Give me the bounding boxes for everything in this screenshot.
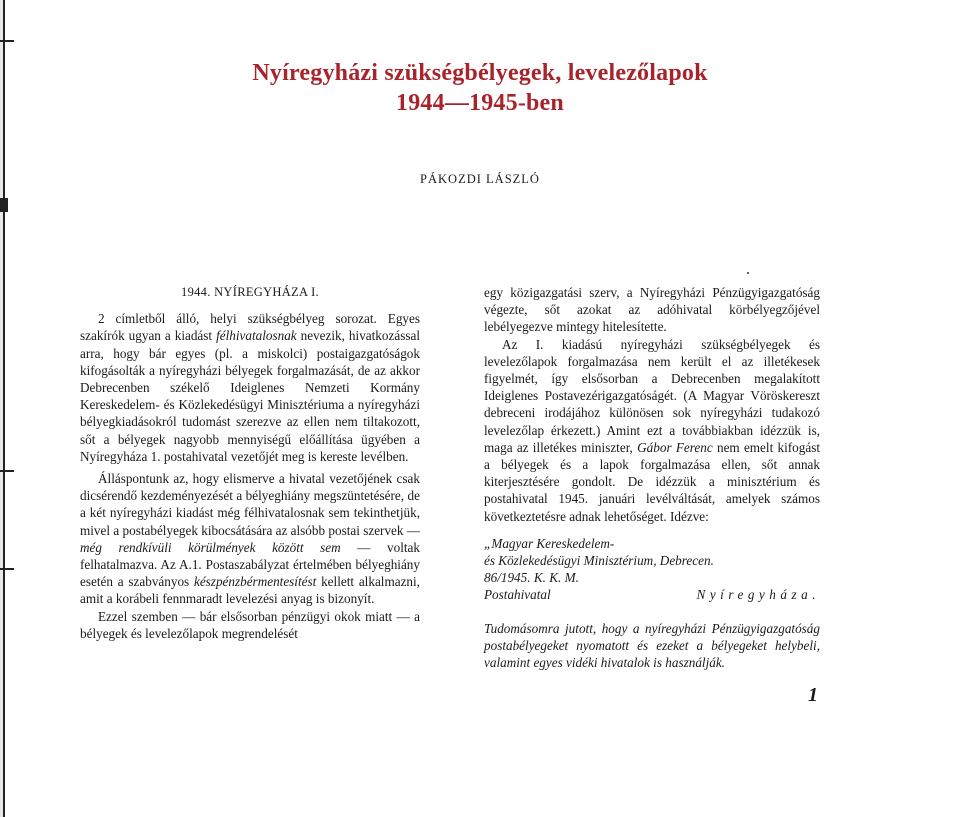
page-number: 1: [808, 684, 818, 706]
scan-edge-mark: [0, 40, 14, 42]
right-column: [484, 284, 820, 671]
quote-line: 86/1945. K. K. M.: [484, 570, 579, 586]
scan-speck: [747, 272, 749, 274]
text: Álláspontunk az, hogy elismerve a hivatal vezetőjének csak dicsérendő kezdeményezését a bélyeghiány megszüntetésére, de a két nyíregyházi kiadást még félhivatalosnak sem tekinthetjük, mivel a postabélyegek kibocsátására az alsóbb postai szervek —: [80, 471, 420, 538]
left-column: [80, 284, 420, 642]
author-name: PÁKOZDI LÁSZLÓ: [420, 172, 540, 186]
paragraph: [80, 470, 420, 608]
paragraph: [484, 336, 820, 525]
text: nevezik, hivatkozással arra, hogy bár egyes (pl. a miskolci) postaigazgatóságok kifogásolták a nyíregyházi bélyegek forgalmazását, de az akkor Debrecenben székelő Ideiglenes Nemzeti Kormány Kereskedelem- és Közlekedésügyi Minisztériuma a nyíregyházi bélyegkiadásokról tudomást szerezve az ellen nem tiltakozott, sőt a bélyegek nagyobb mennyiségű előállítása ügyében a Nyíregyháza 1. postahivatal vezetőjét meg is kereste levélben.: [80, 328, 420, 464]
paragraph: [80, 310, 420, 465]
scan-edge-mark: [0, 568, 14, 570]
quote-line: [484, 586, 820, 603]
paragraph: egy közigazgatási szerv, a Nyíregyházi Pénzügyigazgatóság végezte, sőt azokat az adóhivatal körbélyegzőjével lebélyegezve mintegy hitelesítette.: [484, 285, 820, 335]
text: — voltak felhatalmazva. Az A.1. Postaszabályzat értelmében bélyeghiány esetén a szabványos: [80, 539, 420, 590]
italic-text: készpénzbérmentesítést: [193, 574, 317, 590]
italic-text: még rendkívüli körülmények között sem: [80, 539, 341, 555]
italic-text: Gábor Ferenc: [637, 439, 713, 455]
quote-place: Nyíregyháza.: [696, 587, 820, 603]
section-heading: 1944. NYÍREGYHÁZA I.: [181, 285, 319, 299]
text: Az I. kiadású nyíregyházi szükségbélyegek és levelezőlapok forgalmazása nem került el az illetékesek figyelmét, így elsősorban a Debrecenben megalakított Ideiglenes Postavezérigazgatóságét. (A Magyar Vöröskereszt debreceni irodájához különösen sok nyíregyházi tudakozó levelezőlap érkezett.) Amint ezt a továbbiakban idézzük is, maga az illetékes miniszter,: [484, 336, 820, 455]
text: nem emelt kifogást a bélyegek és a lapok forgalmazása ellen, sőt annak kiterjesztésére gondolt. De idézzük a minisztérium és postahivatal 1945. januári levélváltását, amelyek számos következtetésre adnak lehetőséget. Idézve:: [484, 439, 820, 524]
scan-edge-mark: [0, 198, 8, 212]
text: 2 címletből álló, helyi szükségbélyeg sorozat. Egyes szakírók ugyan a kiadást: [80, 311, 420, 344]
paragraph: Ezzel szemben — bár elsősorban pénzügyi okok miatt — a bélyegek és levelezőlapok megrendelését: [80, 608, 420, 641]
quote-addressee: Postahivatal: [484, 587, 551, 603]
italic-text: félhivatalosnak: [216, 328, 297, 344]
article-title-line2: 1944—1945-ben: [396, 90, 564, 116]
quoted-letter-body: Tudomásomra jutott, hogy a nyíregyházi Pénzügyigazgatóság postabélyegeket nyomatott és ezeket a bélyegeket helybeli, valamint egyes vidéki hivatalok is használják.: [484, 620, 820, 671]
scan-edge-mark: [0, 470, 14, 472]
text: kellett alkalmazni, amit a korábeli fennmaradt levelezési anyag is bizonyít.: [80, 574, 420, 607]
quote-line: és Közlekedésügyi Minisztérium, Debrecen.: [484, 553, 714, 569]
quoted-letter-header: [484, 535, 820, 604]
scan-edge-line: [3, 0, 5, 817]
quote-line: „Magyar Kereskedelem-: [484, 535, 615, 551]
article-title-line1: Nyíregyházi szükségbélyegek, levelezőlapok: [252, 60, 708, 86]
